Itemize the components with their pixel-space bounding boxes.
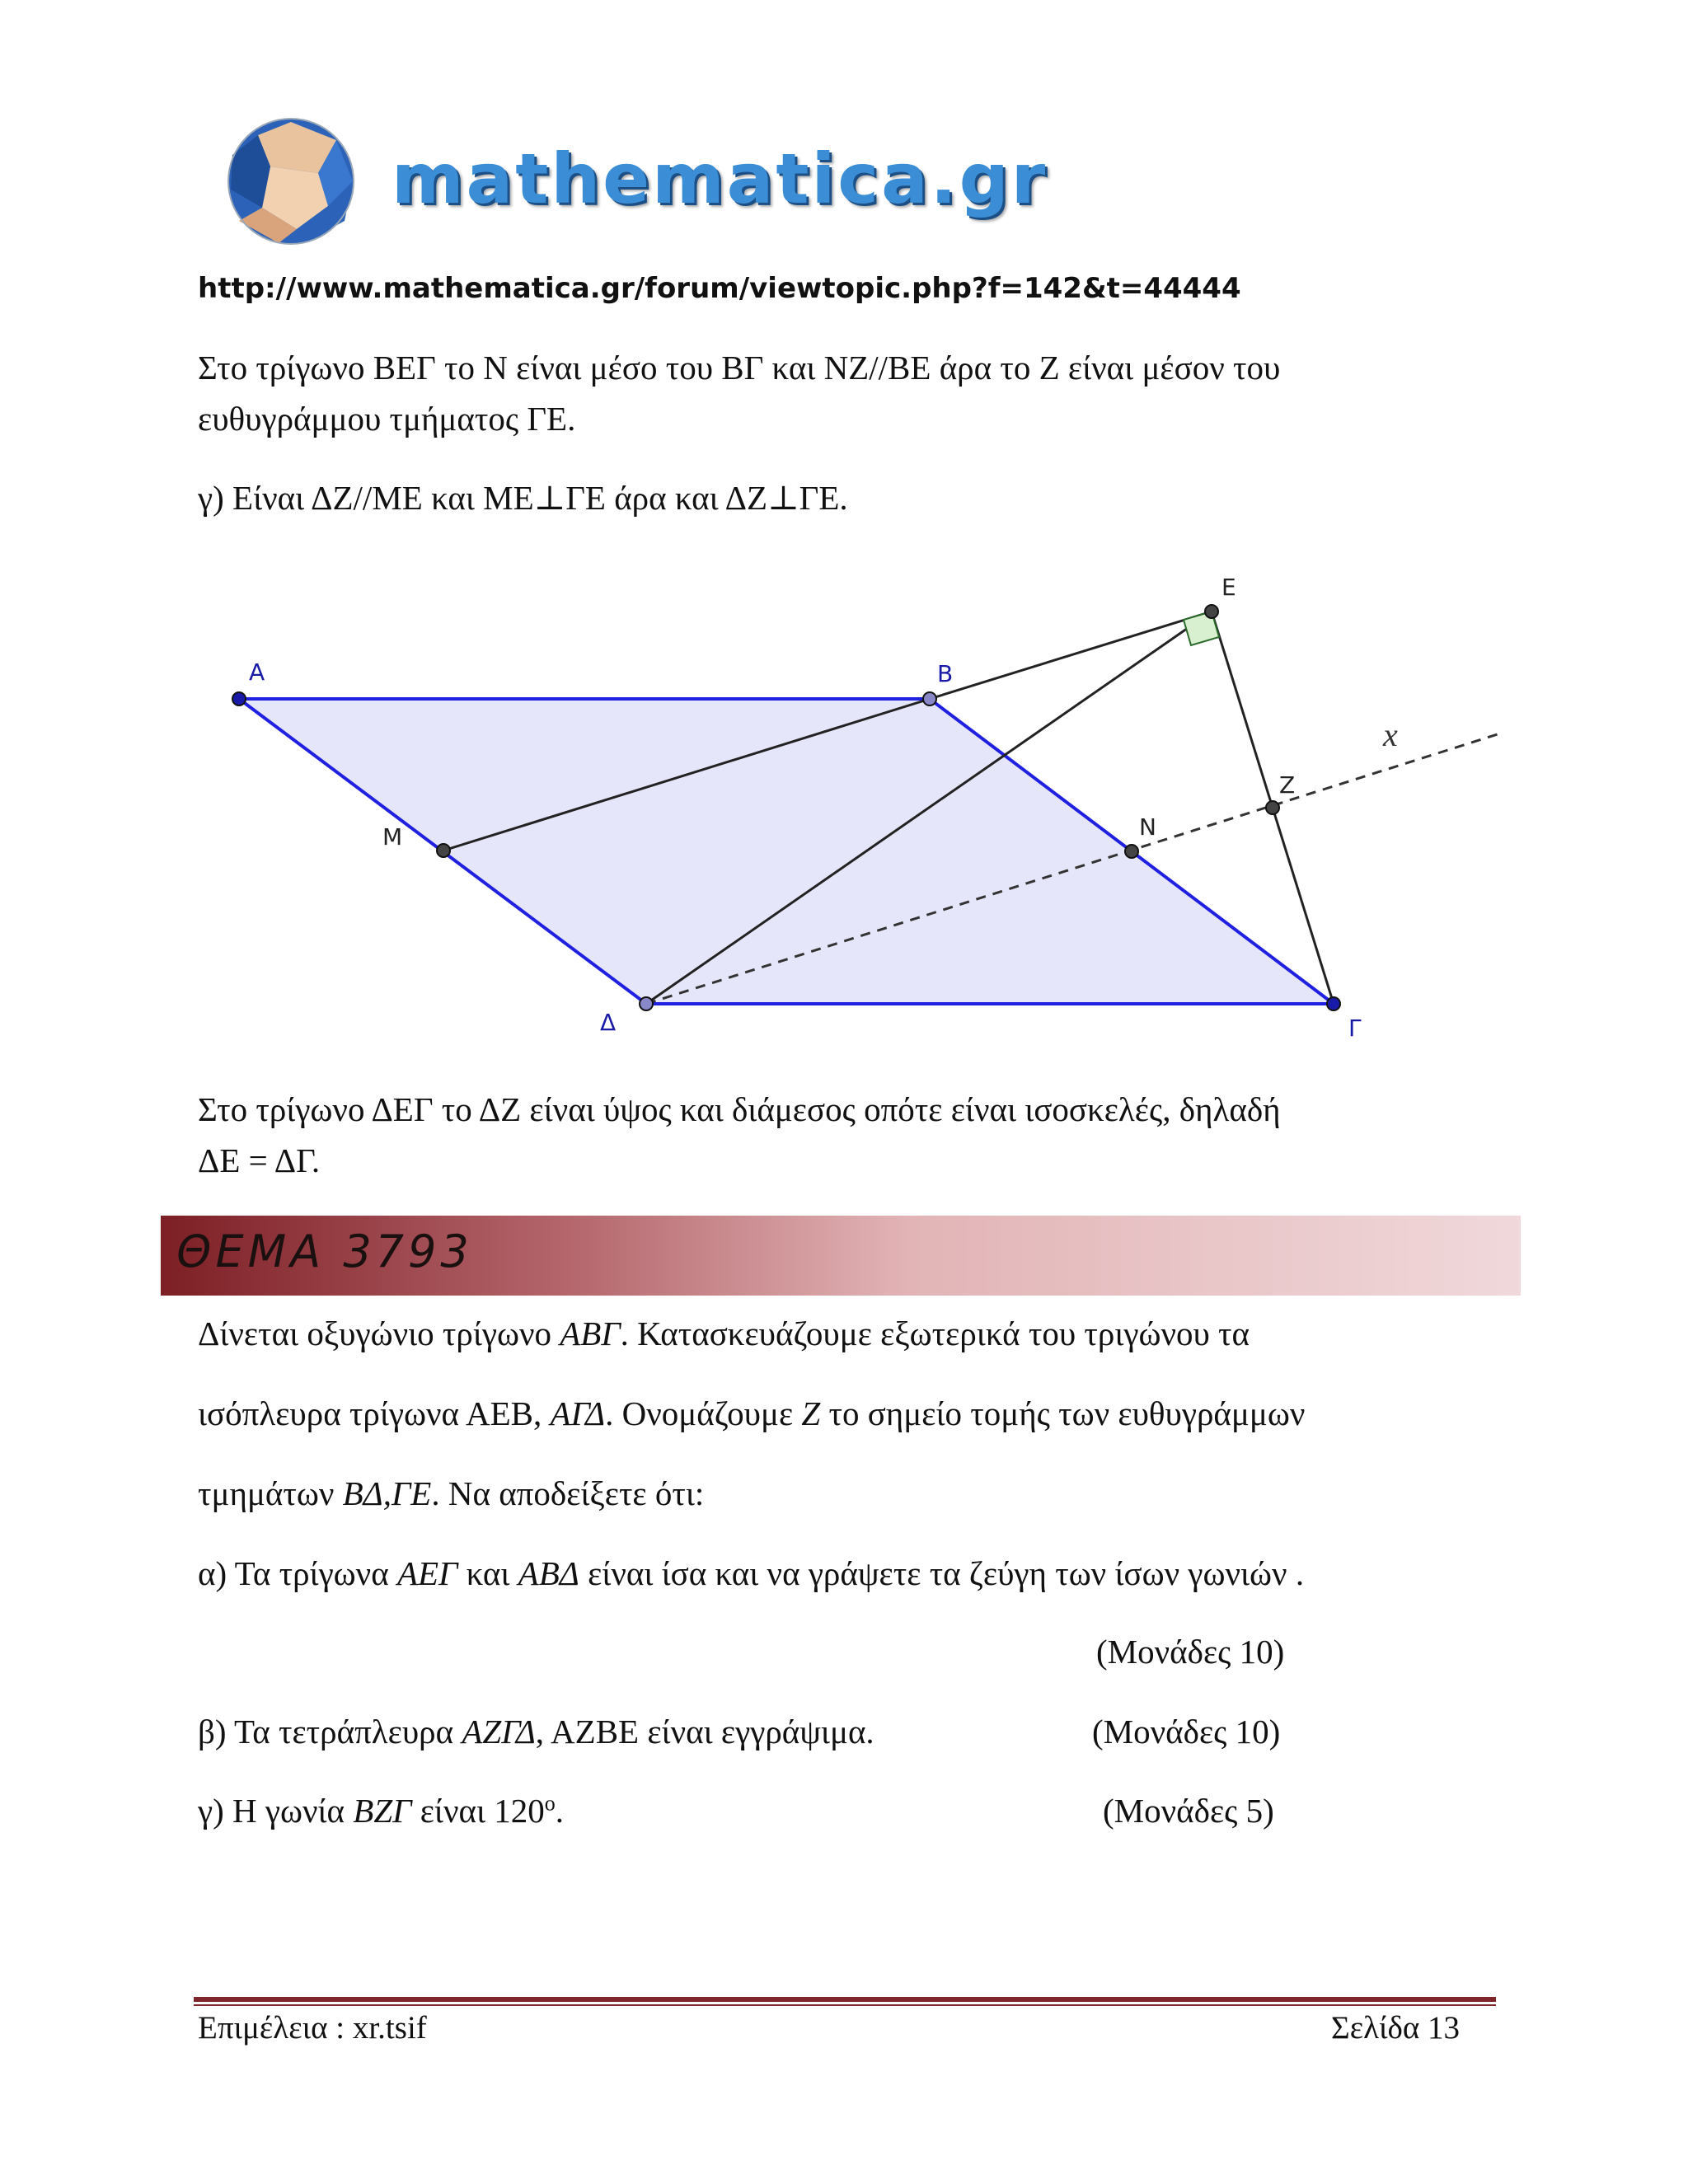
source-url[interactable]: http://www.mathematica.gr/forum/viewtopic.php?f=142&t=44444 bbox=[198, 272, 1241, 305]
geometry-figure bbox=[214, 569, 1508, 1063]
solution-line: ευθυγράμμου τμήματος ΓΕ. bbox=[198, 400, 576, 438]
point-B bbox=[923, 692, 936, 705]
solution-line: Στο τρίγωνο ΔΕΓ το ΔΖ είναι ύψος και διάμεσος οπότε είναι ισοσκελές, δηλαδή bbox=[198, 1090, 1281, 1128]
label-N: N bbox=[1139, 813, 1156, 841]
point-G bbox=[1327, 997, 1340, 1010]
label-D: Δ bbox=[600, 1009, 617, 1036]
question-b: β) Τα τετράπλευρα ΑΖΓΔ, ΑΖΒΕ είναι εγγράψιμα. bbox=[198, 1713, 874, 1750]
footer-author: Επιμέλεια : xr.tsif bbox=[198, 2010, 427, 2046]
solution-line: Στο τρίγωνο ΒΕΓ το Ν είναι μέσο του ΒΓ και ΝΖ//ΒΕ άρα το Ζ είναι μέσον του bbox=[198, 349, 1281, 387]
task-line-2: ισόπλευρα τρίγωνα ΑΕΒ, ΑΓΔ. Ονομάζουμε Ζ το σημείο τομής των ευθυγράμμων bbox=[198, 1394, 1306, 1432]
label-E: E bbox=[1221, 574, 1236, 601]
point-N bbox=[1125, 845, 1138, 858]
question-a: α) Τα τρίγωνα ΑΕΓ και ΑΒΔ είναι ίσα και να γράψετε τα ζεύγη των ίσων γωνιών . bbox=[198, 1554, 1305, 1592]
page-number: Σελίδα 13 bbox=[1331, 2010, 1461, 2046]
topic-title: ΘΕΜΑ 3793 bbox=[176, 1226, 473, 1277]
footer-divider-thin bbox=[194, 2004, 1496, 2006]
label-B: B bbox=[937, 660, 954, 687]
footer-divider bbox=[194, 1997, 1496, 2002]
label-G: Γ bbox=[1348, 1015, 1362, 1042]
question-c-points: (Μονάδες 5) bbox=[1103, 1792, 1274, 1830]
label-M: M bbox=[382, 823, 403, 851]
label-A: A bbox=[249, 658, 265, 686]
question-b-points: (Μονάδες 10) bbox=[1092, 1713, 1281, 1750]
solution-paragraph-3 bbox=[198, 1084, 1517, 1186]
solution-paragraph-1 bbox=[198, 342, 1517, 444]
task-line-1: Δίνεται οξυγώνιο τρίγωνο ΑΒΓ. Κατασκευάζουμε εξωτερικά του τριγώνου τα bbox=[198, 1315, 1250, 1352]
point-A bbox=[232, 692, 246, 705]
question-a-points: (Μονάδες 10) bbox=[1096, 1633, 1285, 1671]
task-line-3: τμημάτων ΒΔ,ΓΕ. Να αποδείξετε ότι: bbox=[198, 1474, 705, 1512]
label-Z: Z bbox=[1279, 771, 1296, 799]
ray-label: x bbox=[1383, 716, 1398, 753]
logo-icon bbox=[221, 115, 361, 247]
solution-paragraph-2: γ) Είναι ΔΖ//ΜΕ και ΜΕ⊥ΓΕ άρα και ΔΖ⊥ΓΕ. bbox=[198, 479, 848, 517]
point-M bbox=[437, 844, 450, 857]
question-c: γ) Η γωνία ΒΖΓ είναι 120$^o$. bbox=[198, 1791, 565, 1830]
point-D bbox=[640, 997, 653, 1010]
solution-line: ΔΕ = ΔΓ. bbox=[198, 1141, 321, 1179]
point-Z bbox=[1266, 801, 1279, 814]
logo-text: mathematica.gr bbox=[392, 138, 1048, 219]
segment-BE bbox=[930, 612, 1212, 699]
point-E bbox=[1205, 605, 1218, 618]
